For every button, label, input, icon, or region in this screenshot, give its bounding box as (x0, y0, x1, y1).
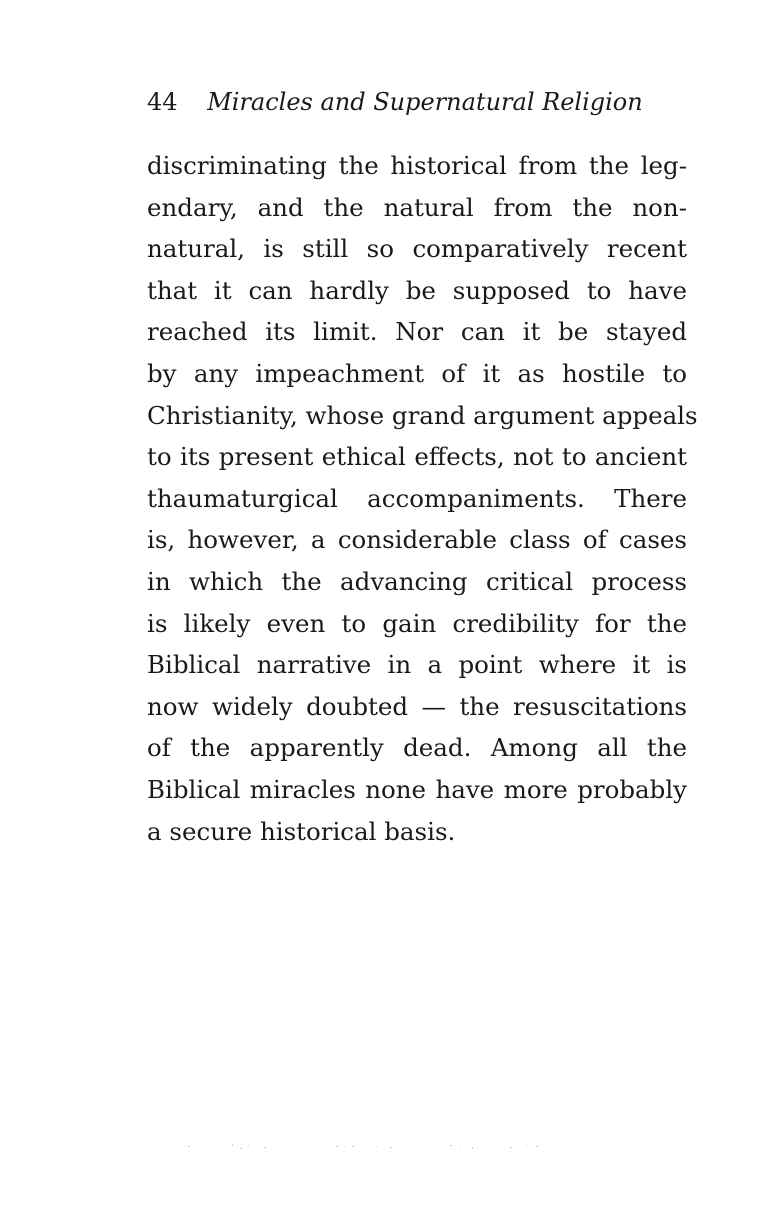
body-text (147, 145, 698, 852)
text-line: Christianity, whose grand argument appeals (147, 400, 698, 430)
running-title: Miracles and Supernatural Religion (207, 88, 643, 116)
text-line: to its present ethical effects, not to ancient (147, 442, 687, 472)
text-line: endary, and the natural from the non- (147, 192, 687, 222)
text-line: is, however, a considerable class of cases (147, 525, 687, 555)
text-line: now widely doubted — the resuscitations (147, 691, 687, 721)
text-line: in which the advancing critical process (147, 566, 687, 596)
text-line: discriminating the historical from the leg- (147, 151, 687, 180)
text-line: a secure historical basis. (147, 816, 456, 846)
text-line: reached its limit. Nor can it be stayed (147, 317, 687, 347)
text-line: is likely even to gain credibility for the (147, 608, 687, 638)
running-head (147, 84, 687, 120)
text-line: by any impeachment of it as hostile to (147, 358, 687, 388)
page-number: 44 (147, 88, 178, 116)
text-line: Biblical narrative in a point where it is (147, 650, 687, 680)
text-line: thaumaturgical accompaniments. There (147, 483, 687, 513)
text-line: of the apparently dead. Among all the (147, 733, 687, 763)
text-line: that it can hardly be supposed to have (147, 275, 687, 305)
text-line: natural, is still so comparatively recent (147, 234, 687, 264)
text-line: Biblical miracles none have more probably (147, 774, 687, 804)
scan-noise (180, 1140, 550, 1154)
